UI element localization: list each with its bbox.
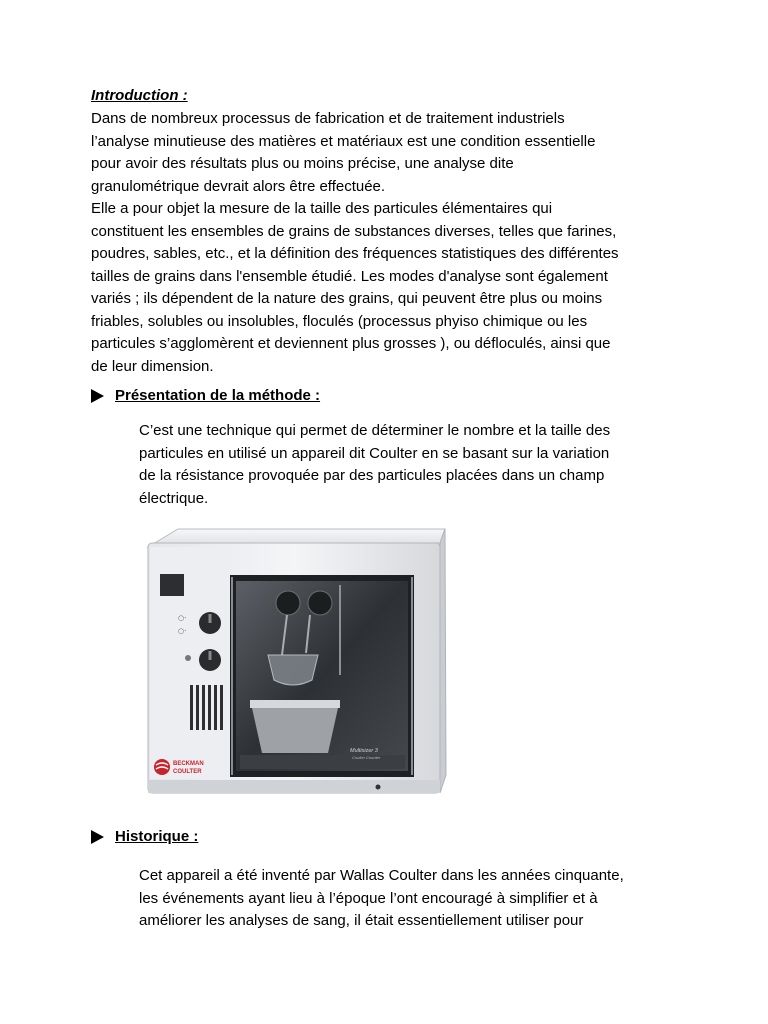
historique-heading: Historique : [115, 828, 199, 845]
intro-paragraph: Dans de nombreux processus de fabrication et de traitement industriels l’analyse minutieuse des matières et matériaux est une condition essentielle pour avoir des résultats plus ou moins précise, une analyse dite granulométrique devrait alors être effectuée. Elle a pour objet la mesure de la taille des particules élémentaires qui constituent les ensembles de grains de substances diverses, telles que farines, poudres, sables, etc., et la définition des fréquences statistiques des différentes tailles de grains dans l'ensemble étudié. Les modes d'analyse sont également variés ; ils dépendent de la nature des grains, qui peuvent être plus ou moins friables, solubles ou insolubles, floculés (processus phyiso chimique ou les particules s’agglomèrent et deviennent plus grosses ), ou défloculés, ainsi que de leur dimension. [91, 110, 619, 375]
presentation-heading: Présentation de la méthode : [115, 387, 321, 404]
brand-logo-line2: COULTER [173, 769, 202, 775]
brand-logo-line1: BECKMAN [173, 761, 204, 767]
coulter-counter-image [140, 525, 460, 820]
svg-text:○·: ○· [178, 627, 187, 635]
model-label: Multisizer 3 [350, 748, 378, 754]
historique-heading-row [91, 828, 198, 845]
presentation-paragraph: C’est une technique qui permet de déterminer le nombre et la taille des particules en utilisé un appareil dit Coulter en se basant sur la variation de la résistance provoquée par des particules placées dans un champ électrique. [139, 422, 611, 507]
arrow-bullet-icon [91, 389, 104, 403]
svg-text:○·: ○· [178, 614, 187, 622]
presentation-heading-row [91, 387, 320, 404]
model-sublabel: Coulter Counter [352, 755, 381, 760]
intro-heading: Introduction : [91, 87, 188, 104]
historique-paragraph: Cet appareil a été inventé par Wallas Coulter dans les années cinquante, les événements ayant lieu à l’époque l’ont encouragé à simplifier et à améliorer les analyses de sang, il était essentiellement utiliser pour [139, 867, 624, 929]
arrow-bullet-icon [91, 830, 104, 844]
